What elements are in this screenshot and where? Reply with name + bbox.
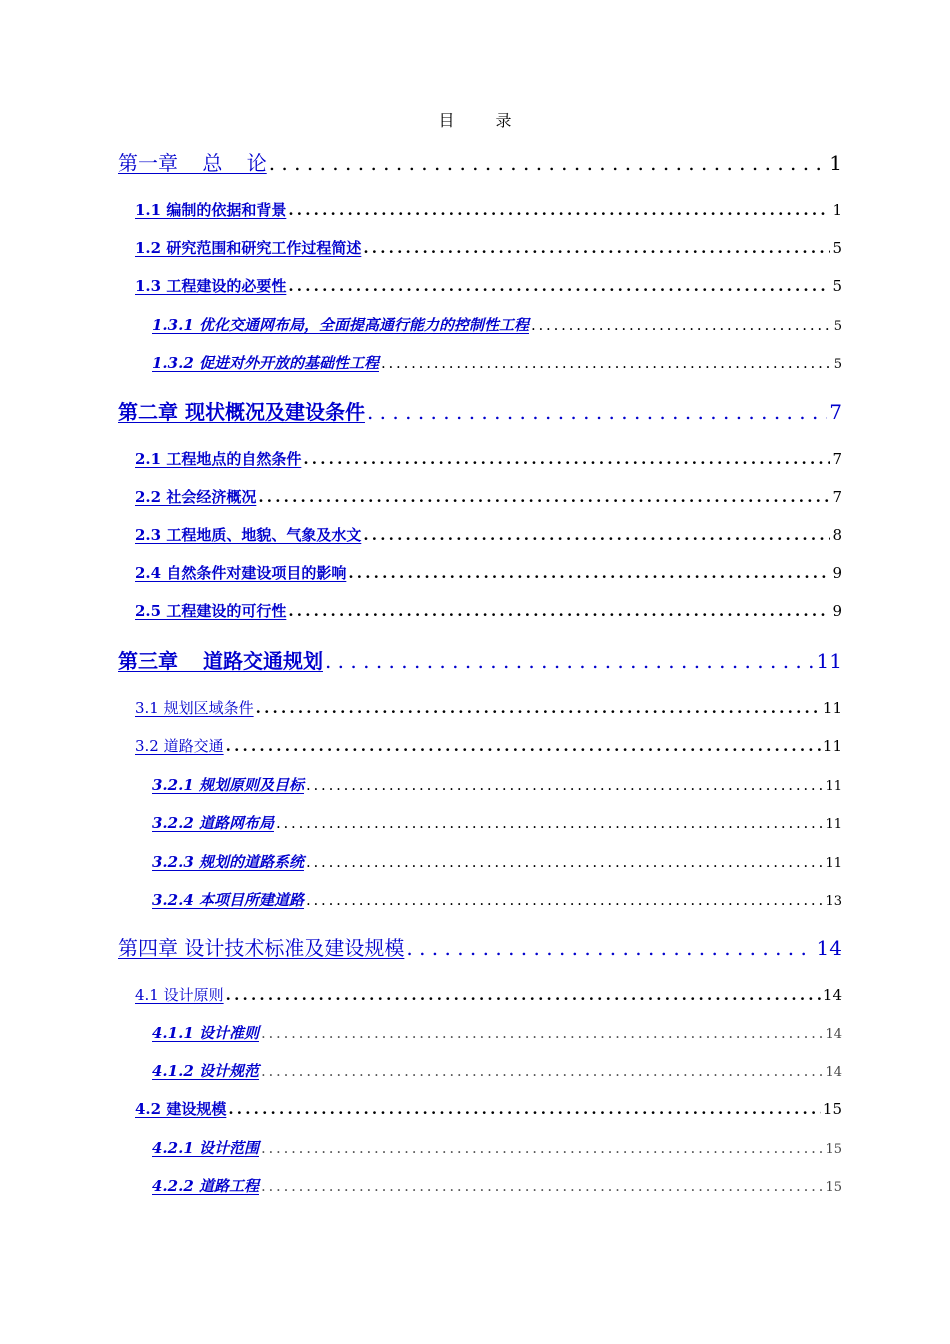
toc-entry-2-1[interactable] [135, 448, 842, 469]
toc-leader-dots [325, 649, 815, 673]
toc-leader-dots [261, 1139, 823, 1157]
toc-entry-3-2-3[interactable] [152, 851, 842, 872]
toc-entry-1-3-1[interactable] [152, 314, 842, 335]
toc-entry-label: 4.2.2 道路工程 [152, 1177, 259, 1195]
toc-leader-dots [288, 277, 830, 295]
toc-entry-label: 第二章 现状概况及建设条件 [118, 400, 365, 424]
toc-page-number: 11 [822, 699, 842, 717]
toc-page-number: 5 [832, 239, 842, 257]
toc-entry-4-2-1[interactable] [152, 1137, 842, 1158]
toc-entry-3-2-2[interactable] [152, 812, 842, 833]
toc-entry-label: 4.1 设计原则 [135, 986, 224, 1004]
toc-leader-dots [288, 201, 830, 219]
toc-entry-label: 1.2 研究范围和研究工作过程简述 [135, 239, 362, 257]
toc-page-number: 15 [822, 1100, 842, 1118]
toc-entry-label: 2.3 工程地质、地貌、气象及水文 [135, 526, 362, 544]
toc-entry-1-2[interactable] [135, 237, 842, 258]
toc-entry-1-3-2[interactable] [152, 352, 842, 373]
toc-leader-dots [303, 450, 830, 468]
toc-title: 目 录 [438, 111, 530, 130]
toc-entry-3-2-1[interactable] [152, 774, 842, 795]
toc-entry-label: 3.1 规划区域条件 [135, 699, 254, 717]
toc-entry-4-2-2[interactable] [152, 1175, 842, 1196]
toc-leader-dots [406, 936, 814, 960]
toc-entry-3-2-4[interactable] [152, 889, 842, 910]
toc-leader-dots [306, 891, 823, 909]
toc-page-number: 15 [825, 1142, 842, 1157]
toc-entry-label: 3.2.4 本项目所建道路 [152, 891, 304, 909]
toc-page-number: 9 [832, 564, 842, 582]
toc-leader-dots [261, 1177, 823, 1195]
toc-page-number: 11 [825, 779, 842, 794]
toc-leader-dots [258, 488, 830, 506]
toc-entry-label: 4.2.1 设计范围 [152, 1139, 259, 1157]
toc-entry-label: 4.1.2 设计规范 [152, 1062, 259, 1080]
toc-entry-2-5[interactable] [135, 600, 842, 621]
toc-page-number: 14 [822, 986, 842, 1004]
toc-entry-label: 2.5 工程建设的可行性 [135, 602, 287, 620]
toc-leader-dots [288, 602, 830, 620]
toc-leader-dots [306, 853, 823, 871]
toc-entry-label: 4.2 建设规模 [135, 1100, 227, 1118]
toc-leader-dots [363, 526, 830, 544]
toc-entry-label: 1.3 工程建设的必要性 [135, 277, 287, 295]
toc-entry-4-1-2[interactable] [152, 1060, 842, 1081]
toc-page-number: 15 [825, 1180, 842, 1195]
toc-page-number: 14 [816, 936, 842, 960]
toc-entry-label: 2.2 社会经济概况 [135, 488, 257, 506]
toc-leader-dots [531, 316, 832, 334]
toc-entry-label: 第四章 设计技术标准及建设规模 [118, 936, 405, 960]
toc-entry-label: 4.1.1 设计准则 [152, 1024, 259, 1042]
toc-leader-dots [226, 986, 821, 1004]
toc-entry-label: 3.2.2 道路网布局 [152, 814, 274, 832]
toc-leader-dots [276, 814, 823, 832]
toc-entry-label: 第一章 总 论 [118, 151, 267, 175]
toc-page-number: 9 [832, 602, 842, 620]
toc-page-number: 8 [832, 526, 842, 544]
toc-entry-3-2[interactable] [135, 735, 842, 756]
toc-page-number: 14 [825, 1027, 842, 1042]
toc-leader-dots [261, 1024, 823, 1042]
toc-page-number: 13 [825, 894, 842, 909]
toc-entry-label: 3.2.3 规划的道路系统 [152, 853, 304, 871]
toc-page-number: 11 [825, 856, 842, 871]
toc-leader-dots [261, 1062, 823, 1080]
toc-page-number: 11 [816, 649, 842, 673]
toc-entry-chapter-4[interactable] [118, 932, 842, 961]
toc-leader-dots [363, 239, 830, 257]
toc-leader-dots [256, 699, 821, 717]
toc-entry-chapter-2[interactable] [118, 396, 842, 425]
toc-entry-label: 1.3.1 优化交通网布局，全面提高通行能力的控制性工程 [152, 316, 529, 334]
toc-leader-dots [226, 737, 821, 755]
toc-entry-1-1[interactable] [135, 199, 842, 220]
toc-page-number: 7 [829, 400, 842, 424]
toc-page-number: 5 [833, 357, 842, 372]
toc-entry-label: 第三章 道路交通规划 [118, 649, 323, 673]
toc-entry-label: 1.3.2 促进对外开放的基础性工程 [152, 354, 379, 372]
toc-page-number: 5 [832, 277, 842, 295]
toc-page-number: 14 [825, 1065, 842, 1080]
toc-entry-chapter-3[interactable] [118, 645, 842, 674]
toc-entry-3-1[interactable] [135, 697, 842, 718]
toc-page-number: 5 [833, 319, 842, 334]
toc-leader-dots [269, 151, 828, 175]
toc-entry-label: 1.1 编制的依据和背景 [135, 201, 287, 219]
toc-page-number: 1 [829, 151, 842, 175]
toc-entry-label: 3.2 道路交通 [135, 737, 224, 755]
toc-entry-label: 2.1 工程地点的自然条件 [135, 450, 302, 468]
toc-entry-chapter-1[interactable] [118, 147, 842, 176]
toc-leader-dots [228, 1100, 821, 1118]
toc-page-number: 11 [825, 817, 842, 832]
toc-entry-4-2[interactable] [135, 1098, 842, 1119]
toc-entry-2-3[interactable] [135, 524, 842, 545]
toc-entry-label: 3.2.1 规划原则及目标 [152, 776, 304, 794]
toc-leader-dots [381, 354, 832, 372]
toc-entry-label: 2.4 自然条件对建设项目的影响 [135, 564, 347, 582]
toc-leader-dots [306, 776, 823, 794]
toc-entry-4-1[interactable] [135, 984, 842, 1005]
toc-entry-1-3[interactable] [135, 275, 842, 296]
toc-entry-2-2[interactable] [135, 486, 842, 507]
toc-page-number: 11 [822, 737, 842, 755]
toc-leader-dots [367, 400, 827, 424]
toc-entry-2-4[interactable] [135, 562, 842, 583]
toc-leader-dots [348, 564, 830, 582]
toc-page-number: 7 [832, 488, 842, 506]
toc-page-number: 1 [832, 201, 842, 219]
toc-entry-4-1-1[interactable] [152, 1022, 842, 1043]
toc-page-number: 7 [832, 450, 842, 468]
